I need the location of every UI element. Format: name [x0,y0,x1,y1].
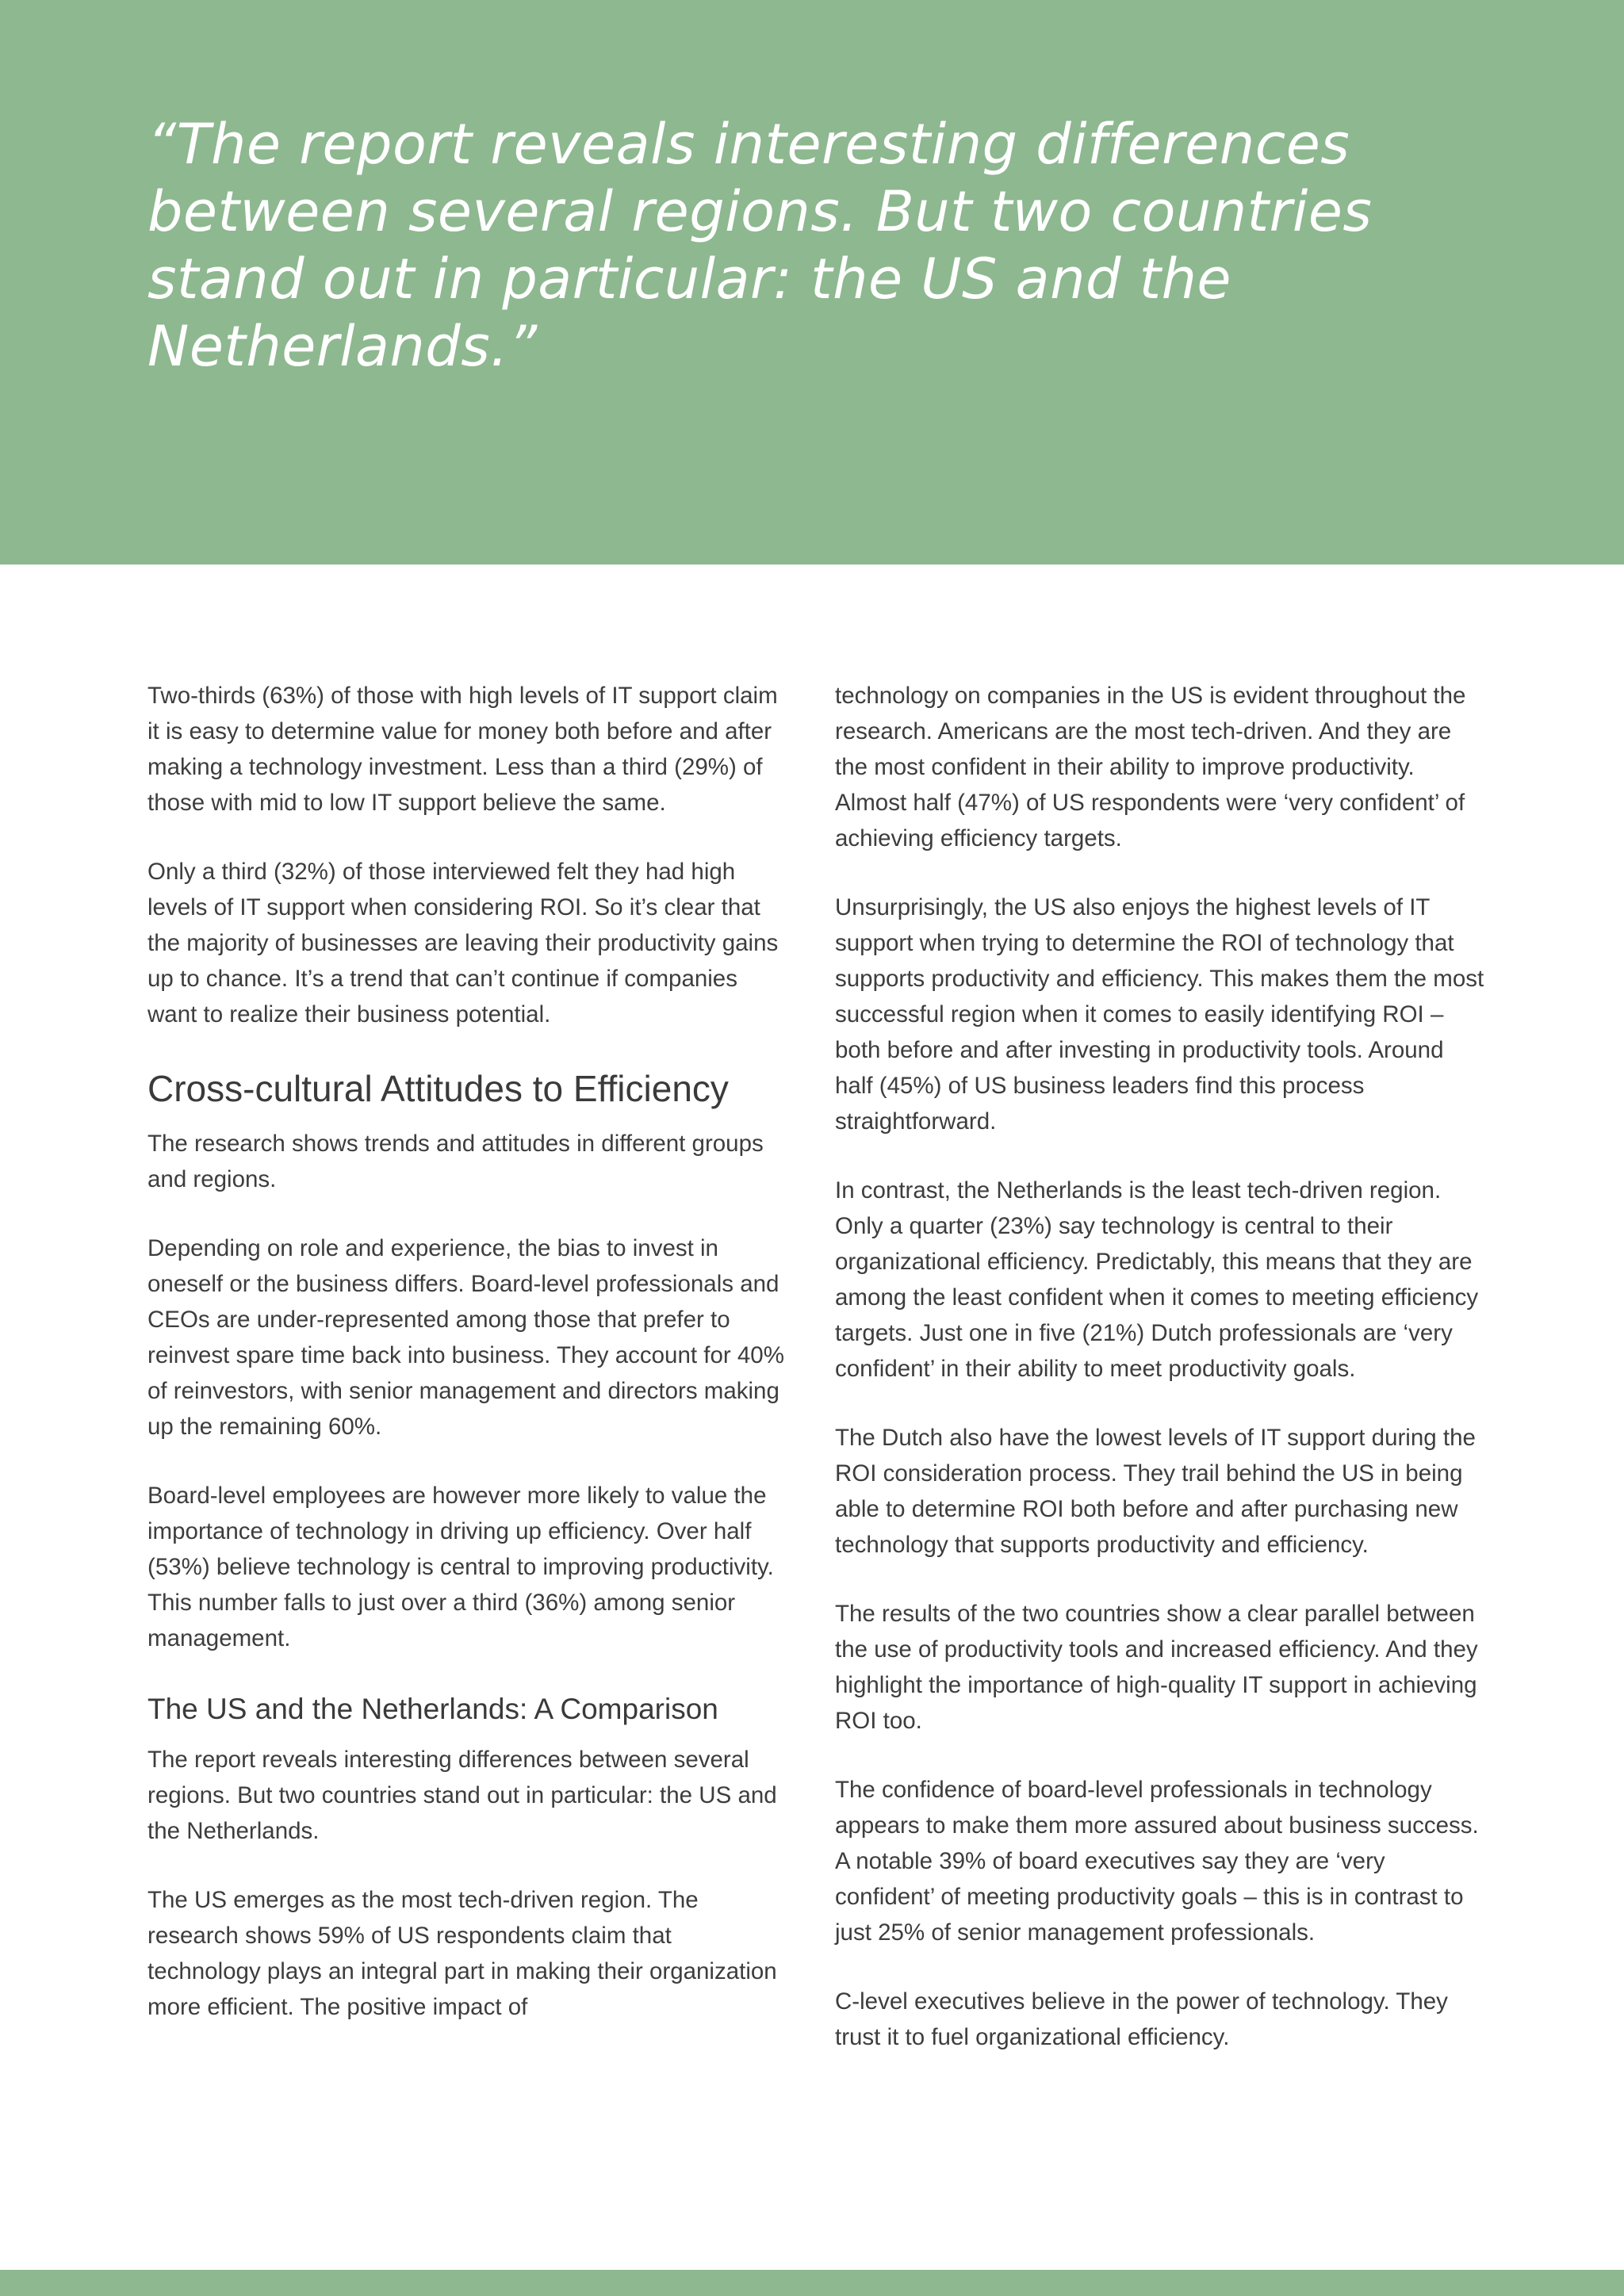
paragraph: The US emerges as the most tech-driven region. The research shows 59% of US respondents claim that technology plays an integral part in making their organization more efficient. The positive impact of [147,1887,777,2020]
paragraph: The results of the two countries show a clear parallel between the use of productivity tools and increased efficiency. And they highlight the importance of high-quality IT support in achieving ROI too. [835,1601,1478,1734]
header-band [0,0,1624,564]
paragraph: The confidence of board-level professionals in technology appears to make them more assured about business success. A notable 39% of board executives say they are ‘very confident’ of meeting productivity goals – this is in contrast to just 25% of senior management professionals. [835,1777,1479,1946]
section-heading: Cross-cultural Attitudes to Efficiency [147,1068,729,1109]
paragraph: In contrast, the Netherlands is the least tech-driven region. Only a quarter (23%) say technology is central to their organizational efficiency. Predictably, this means that they are among the least confident when it comes to meeting efficiency targets. Just one in five (21%) Dutch professionals are ‘very confident’ in their ability to meet productivity goals. [835,1177,1479,1382]
paragraph: C-level executives believe in the power of technology. They trust it to fuel organizational efficiency. [835,1988,1448,2050]
paragraph: The report reveals interesting differences between several regions. But two countries stand out in particular: the US and the Netherlands. [147,1747,777,1844]
paragraph: The research shows trends and attitudes in different groups and regions. [147,1131,764,1192]
paragraph: technology on companies in the US is evident throughout the research. Americans are the most tech-driven. And they are the most confident in their ability to improve productivity. Almost half (47%) of US respondents were ‘very confident’ of achieving efficiency targets. [835,683,1466,851]
paragraph: Two-thirds (63%) of those with high levels of IT support claim it is easy to determine value for money both before and after making a technology investment. Less than a third (29%) of those with mid to low IT support believe the same. [147,683,778,816]
footer-band [0,2270,1624,2296]
paragraph: Unsurprisingly, the US also enjoys the highest levels of IT support when trying to determine the ROI of technology that supports productivity and efficiency. This makes them the most successful region when it comes to easily identifying ROI – both before and after investing in productivity tools. Around half (45%) of US business leaders find this process straightforward. [835,894,1484,1135]
right-column [835,678,1485,2088]
left-column [147,678,790,2058]
subsection-heading: The US and the Netherlands: A Comparison [147,1693,718,1725]
pull-quote: “The report reveals interesting differences between several regions. But two countries stand out in particular: the US and the Netherlands.” [147,112,1373,379]
paragraph: Board-level employees are however more likely to value the importance of technology in driving up efficiency. Over half (53%) believe technology is central to improving productivity. This number falls to just over a third (36%) among senior management. [147,1483,774,1651]
paragraph: Depending on role and experience, the bias to invest in oneself or the business differs. Board-level professionals and CEOs are under-represented among those that prefer to reinvest spare time back into business. They account for 40% of reinvestors, with senior management and directors making up the remaining 60%. [147,1235,784,1440]
paragraph: The Dutch also have the lowest levels of IT support during the ROI consideration process. They trail behind the US in being able to determine ROI both before and after purchasing new technology that supports productivity and efficiency. [835,1425,1476,1558]
paragraph: Only a third (32%) of those interviewed felt they had high levels of IT support when considering ROI. So it’s clear that the majority of businesses are leaving their productivity gains up to chance. It’s a trend that can’t continue if companies want to realize their business potential. [147,859,779,1027]
